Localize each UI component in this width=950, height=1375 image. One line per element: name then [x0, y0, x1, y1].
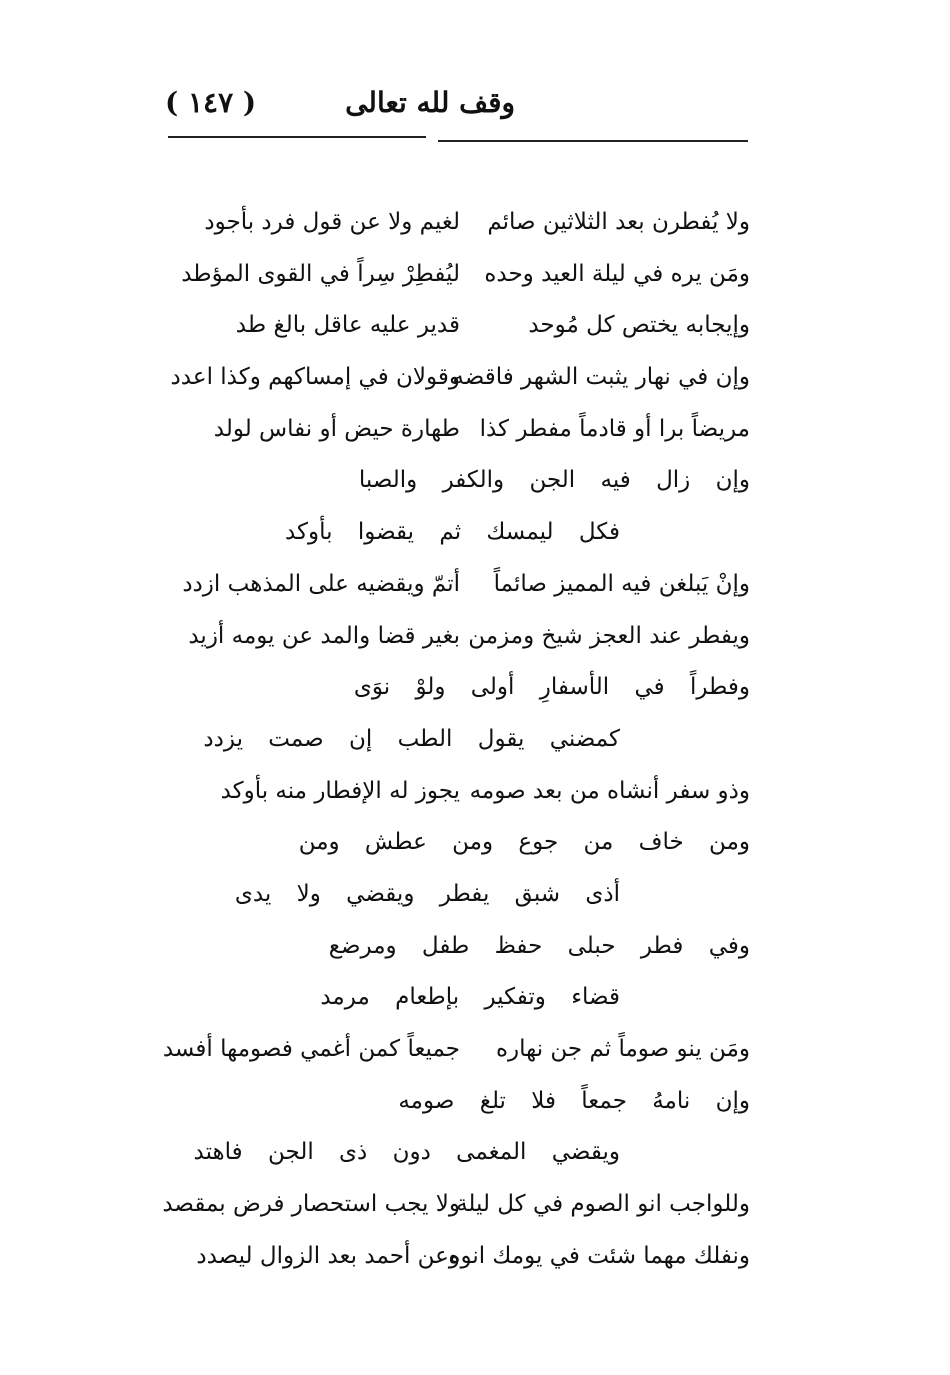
verse-second-hemistich: أتمّ ويقضيه على المذهب ازدد [182, 570, 460, 597]
page-number: ( ١٤٧ ) [165, 86, 257, 119]
verse-line [170, 661, 750, 713]
verse-line [162, 1178, 750, 1230]
verse-line [170, 713, 750, 765]
verse-line [170, 403, 750, 455]
verse-line [170, 351, 750, 403]
verse-line [170, 506, 750, 558]
verse-first-hemistich: ومَن يره في ليلة العيد وحده [484, 260, 750, 287]
verse-first-hemistich: ويفطر عند العجز شيخ ومزمن [468, 622, 750, 649]
verse-first-hemistich: وذو سفر أنشاه من بعد صومه [469, 777, 750, 804]
verse-line [170, 558, 750, 610]
verse-full-line: وفي فطر حبلى حفظ طفل ومرضع [328, 932, 750, 959]
verse-first-hemistich: وللواجب انو الصوم في كل ليلة [456, 1191, 750, 1218]
verse-line [162, 1023, 750, 1075]
verse-second-hemistich: ليُفطِرْ سِراً في القوى المؤطد [181, 260, 460, 287]
header-rule-right [438, 140, 748, 142]
verse-second-hemistich: بغير قضا والمد عن يومه أزيد [188, 622, 460, 649]
verse-line [170, 1126, 750, 1178]
verse-second-hemistich: جميعاً كمن أغمي فصومها أفسد [162, 1036, 460, 1062]
verse-full-line: وإن زال فيه الجن والكفر والصبا [358, 467, 750, 494]
verse-indented-line: كمضني يقول الطب إن صمت يزدد [203, 725, 620, 752]
verse-line [170, 454, 750, 506]
verse-first-hemistich: ونفلك مهما شئت في يومك انوه [448, 1242, 750, 1269]
verse-first-hemistich: وإنْ يَبلغن فيه المميز صائماً [493, 570, 750, 597]
verse-line [170, 1075, 750, 1127]
verse-line [170, 816, 750, 868]
verse-second-hemistich: قدير عليه عاقل بالغ طد [235, 312, 460, 339]
running-title: وقف لله تعالى [345, 86, 515, 119]
verse-line [170, 248, 750, 300]
verse-line [170, 971, 750, 1023]
verse-line [170, 1230, 750, 1282]
verse-first-hemistich: ومَن ينو صوماً ثم جن نهاره [495, 1036, 750, 1062]
verse-first-hemistich: ولا يُفطرن بعد الثلاثين صائم [487, 209, 750, 235]
verse-first-hemistich: مريضاً برا أو قادماً مفطر كذا [479, 415, 750, 442]
verse-line [170, 196, 750, 248]
page-header [165, 82, 745, 132]
verse-indented-line: أذى شبق يفطر ويقضي ولا يدى [234, 880, 620, 907]
verse-indented-line: فكل ليمسك ثم يقضوا بأوكد [284, 519, 620, 546]
verse-second-hemistich: يجوز له الإفطار منه بأوكد [220, 777, 460, 804]
verse-line [170, 610, 750, 662]
verse-line [170, 299, 750, 351]
verse-full-line: وفطراً في الأسفارِ أولى ولوْ نوَى [353, 674, 750, 701]
verse-second-hemistich: وقولان في إمساكهم وكذا اعدد [170, 364, 460, 391]
verse-first-hemistich: وإن في نهار يثبت الشهر فاقضه [452, 364, 750, 391]
verse-second-hemistich: لغيم ولا عن قول فرد بأجود [204, 209, 460, 235]
verse-full-line: وإن نامهُ جمعاً فلا تلغ صومه [398, 1087, 750, 1114]
header-rule-left [168, 136, 426, 138]
verse-first-hemistich: وإيجابه يختص كل مُوحد [528, 312, 750, 339]
verse-full-line: ومن خاف من جوع ومن عطش ومن [298, 829, 750, 856]
verse-line [170, 920, 750, 972]
verse-indented-line: ويقضي المغمى دون ذى الجن فاهتد [193, 1139, 620, 1166]
verse-line [170, 868, 750, 920]
verse-line [170, 765, 750, 817]
verse-indented-line: قضاء وتفكير بإطعام مرمد [320, 984, 620, 1011]
verse-block [162, 196, 750, 1281]
verse-second-hemistich: ولا يجب استحصار فرض بمقصد [162, 1191, 460, 1218]
verse-second-hemistich: طهارة حيض أو نفاس لولد [213, 415, 460, 442]
verse-second-hemistich: وعن أحمد بعد الزوال ليصدد [196, 1242, 460, 1269]
